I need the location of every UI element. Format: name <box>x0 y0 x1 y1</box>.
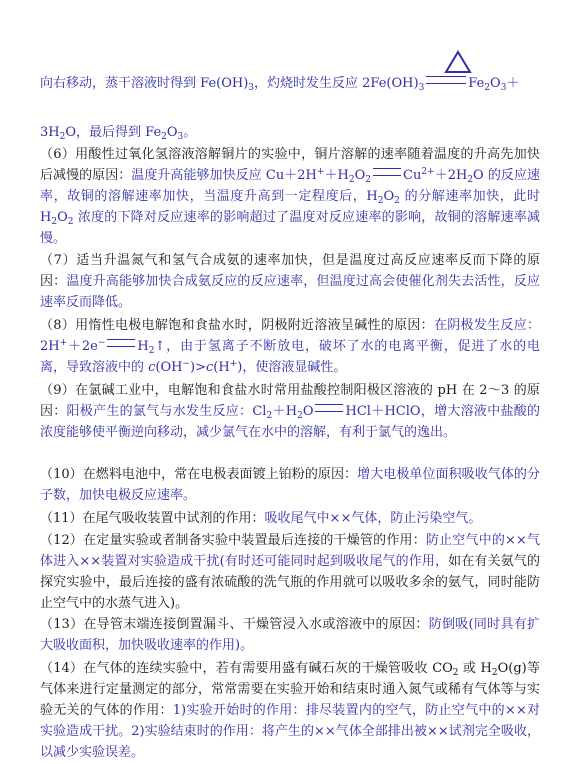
question-text: （14）在气体的连续实验中，若有需要用盛有碱石灰的干燥管吸收 $CO_2$ 或 $H_2O(g)$等气体来进行定量测定的部分，常常需要在实验开始和结束时通入氮气或稀有气体等与实验无关的气体的作用： <box>40 661 540 718</box>
item-10 <box>40 464 540 506</box>
question-text: （8）用惰性电极电解饱和食盐水时，阴极附近溶液呈碱性的原因： <box>40 318 434 333</box>
question-text: （10）在燃料电池中，常在电极表面镀上铂粉的原因： <box>40 467 358 482</box>
answer-text: 阳极产生的氯气与水发生反应：$Cl_2+H_2O$ HCl＋HClO，增大溶液中盐酸的浓度能够使平衡逆向移动，减少氯气在水中的溶解，有利于氯气的逸出。 <box>40 404 541 440</box>
answer-text: 温度升高能够加快合成氨反应的反应速率，但温度过高会使催化剂失去活性，反应速率反而降低。 <box>40 274 540 310</box>
question-text: （7）适当升温氮气和氢气合成氨的速率加快，但是温度过高反应速率反而下降的原因： <box>40 253 540 289</box>
item-11 <box>40 508 540 529</box>
item-9 <box>40 380 540 443</box>
answer-text: 增大电极单位面积吸收气体的分子数，加快电极反应速率。 <box>40 467 540 503</box>
reaction-equals-sign <box>426 76 466 84</box>
answer-text: 温度升高能够加快反应 $Cu+2H^++H_2O_2$ $Cu^{2+}+2H_2O$ 的反应速率，故铜的溶解速率加快，当温度升高到一定程度后，$H_2O_2$ 的分解速率加快，此时 $H_2O_2$ 浓度的下降对反应速率的影响超过了温度对反应速率的影响，故铜的溶解速率减慢。 <box>40 167 541 246</box>
paragraph-continuation: 向右移动，蒸干溶液时得到 $Fe(OH)_3$，灼烧时发生反应 $2Fe(OH)_3$ $Fe_2O_3+$ <box>40 76 520 93</box>
question-text: （12）在定量实验或者制备实验中装置最后连接的干燥管的作用： <box>40 533 426 548</box>
note-text: 如在有关氨气的探究实验中，最后连接的盛有浓硫酸的洗气瓶的作用就可以吸收多余的氨气，同时能防止空气中的水蒸气进入)。 <box>40 554 540 611</box>
answer-text: 防倒吸(同时具有扩大吸收面积，加快吸收速率的作用)。 <box>40 617 541 653</box>
item-12 <box>40 530 540 614</box>
question-text: （11）在尾气吸收装置中试剂的作用： <box>40 511 265 526</box>
heating-condition-triangle-icon <box>444 50 472 74</box>
item-14 <box>40 658 540 763</box>
answer-text: 防止空气中的××气体进入××装置对实验造成干扰(有时还可能同时起到吸收尾气的作用， <box>40 533 540 569</box>
answer-text: 在阴极发生反应：2H+＋2e− $H_2↑$，由于氢离子不断放电，破坏了水的电离平衡，促进了水的电离，导致溶液中的 c(OH−)>c(H+)，使溶液显碱性。 <box>40 318 540 375</box>
question-text: （13）在导管末端连接倒置漏斗、干燥管浸入水或溶液中的原因： <box>40 617 429 632</box>
answer-text: 1)实验开始时的作用：排尽装置内的空气，防止空气中的××对实验造成干扰。2)实验结束时的作用：将产生的××气体全部排出被××试剂完全吸收，以减少实验误差。 <box>40 703 540 760</box>
question-text: （6）用酸性过氧化氢溶液溶解铜片的实验中，铜片溶解的速率随着温度的升高先加快后减慢的原因： <box>40 147 540 183</box>
item-6 <box>40 144 540 249</box>
paragraph-continuation-line2: $3H_2O$，最后得到 $Fe_2O_3$。 <box>40 125 197 142</box>
item-8 <box>40 315 540 378</box>
item-13 <box>40 614 540 656</box>
item-7 <box>40 250 540 313</box>
answer-text: 吸收尾气中××气体，防止污染空气。 <box>264 511 482 526</box>
question-text: （9）在氯碱工业中，电解饱和食盐水时常用盐酸控制阳极区溶液的 pH 在 2～3 的原因： <box>40 383 540 419</box>
